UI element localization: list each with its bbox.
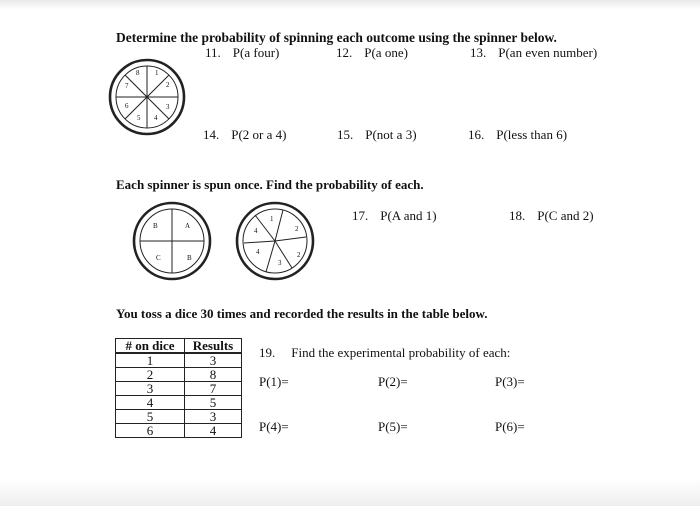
prob-6-label: P(6)= — [495, 419, 525, 434]
question-15: 15. P(not a 3) — [337, 127, 417, 142]
question-11: 11. P(a four) — [205, 45, 280, 60]
spinner-label-3: 3 — [166, 103, 170, 111]
prob-3-label: P(3)= — [495, 374, 525, 389]
cell-result: 4 — [185, 424, 242, 438]
question-19: 19. Find the experimental probability of each: — [259, 345, 511, 360]
spinner-label-4: 4 — [154, 114, 158, 122]
spinner-label-5: 5 — [137, 114, 141, 122]
table-row — [116, 396, 242, 410]
section3-title: You toss a dice 30 times and recorded the results in the table below. — [116, 306, 488, 321]
spinner-letters — [130, 199, 214, 283]
prob-1-label: P(1)= — [259, 374, 289, 389]
spinner-label-6: 6 — [125, 102, 129, 110]
cell-result: 3 — [185, 410, 242, 424]
cell-result: 3 — [185, 353, 242, 368]
table-row — [116, 353, 242, 368]
spinner-eight-sections — [106, 56, 188, 138]
column-header-number: # on dice — [116, 339, 185, 354]
spinner-label-a: A — [185, 222, 191, 230]
prob-5-label: P(5)= — [378, 419, 408, 434]
dice-results-table — [115, 338, 242, 438]
cell-result: 8 — [185, 368, 242, 382]
spinner-label-1: 1 — [155, 69, 159, 77]
photo-top-edge — [0, 0, 700, 10]
spinner-label-4-top: 4 — [254, 227, 258, 235]
spinner-label-b-top: B — [153, 222, 158, 230]
cell-result: 7 — [185, 382, 242, 396]
question-14: 14. P(2 or a 4) — [203, 127, 287, 142]
spinner-divider — [266, 241, 275, 272]
cell-number: 3 — [116, 382, 185, 396]
cell-number: 6 — [116, 424, 185, 438]
spinner-label-1: 1 — [270, 215, 274, 223]
question-17: 17. P(A and 1) — [352, 208, 437, 223]
cell-result: 5 — [185, 396, 242, 410]
spinner-label-2-top: 2 — [295, 225, 299, 233]
spinner-label-3: 3 — [278, 259, 282, 267]
table-row — [116, 382, 242, 396]
question-18: 18. P(C and 2) — [509, 208, 594, 223]
spinner-label-8: 8 — [136, 69, 140, 77]
prob-4-label: P(4)= — [259, 419, 289, 434]
question-12: 12. P(a one) — [336, 45, 408, 60]
question-16: 16. P(less than 6) — [468, 127, 568, 142]
column-header-results: Results — [185, 339, 242, 354]
spinner-divider — [275, 210, 283, 241]
spinner-divider — [244, 241, 275, 243]
spinner-label-4-bottom: 4 — [256, 248, 260, 256]
spinner-numbers — [233, 199, 317, 283]
prob-2-label: P(2)= — [378, 374, 408, 389]
cell-number: 1 — [116, 353, 185, 368]
spinner-divider — [275, 237, 306, 241]
table-header-row — [116, 339, 242, 354]
table-row — [116, 368, 242, 382]
question-13: 13. P(an even number) — [470, 45, 598, 60]
table-row — [116, 424, 242, 438]
photo-bottom-edge — [0, 478, 700, 506]
cell-number: 5 — [116, 410, 185, 424]
spinner-label-2: 2 — [166, 81, 170, 89]
table-row — [116, 410, 242, 424]
section2-title: Each spinner is spun once. Find the probability of each. — [116, 177, 424, 192]
section1-title: Determine the probability of spinning each outcome using the spinner below. — [116, 30, 557, 45]
spinner-label-b-bottom: B — [187, 254, 192, 262]
spinner-label-2-bottom: 2 — [297, 251, 301, 259]
cell-number: 4 — [116, 396, 185, 410]
spinner-label-c: C — [156, 254, 161, 262]
cell-number: 2 — [116, 368, 185, 382]
spinner-label-7: 7 — [125, 82, 129, 90]
